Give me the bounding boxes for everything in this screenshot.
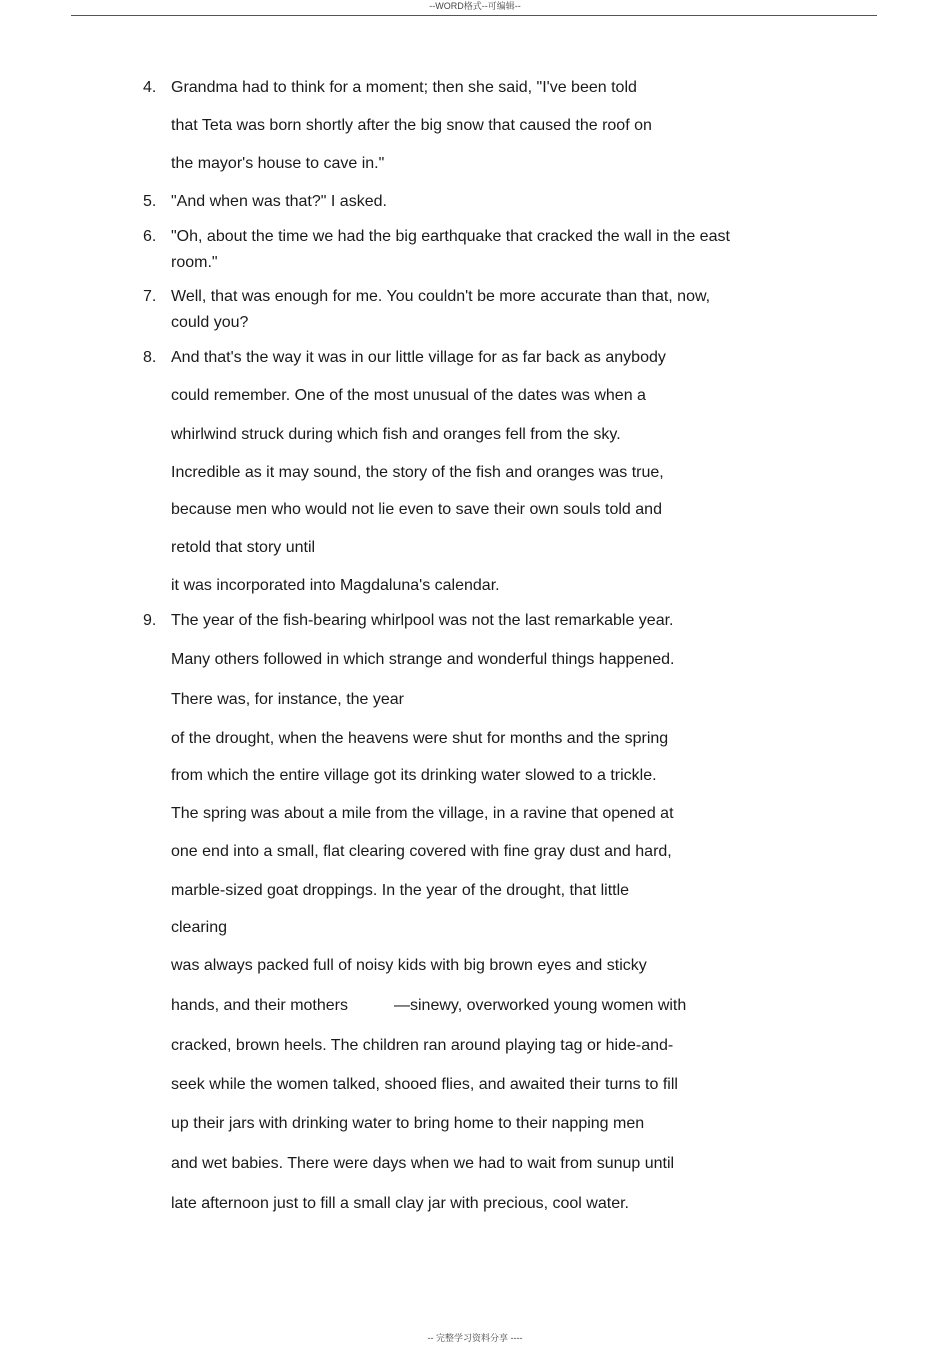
text-line: clearing bbox=[171, 919, 228, 936]
item-number: 9. bbox=[143, 612, 157, 629]
text-line: The spring was about a mile from the village, in a ravine that opened at bbox=[171, 805, 674, 822]
text-fragment: —sinewy, overworked young women with bbox=[394, 997, 687, 1014]
text-line: Well, that was enough for me. You couldn't be more accurate than that, now, bbox=[171, 288, 711, 305]
item-number: 5. bbox=[143, 193, 157, 210]
text-line: There was, for instance, the year bbox=[171, 691, 404, 708]
text-line: Incredible as it may sound, the story of the fish and oranges was true, bbox=[171, 464, 664, 481]
text-line: because men who would not lie even to save their own souls told and bbox=[171, 501, 662, 518]
text-line: and wet babies. There were days when we had to wait from sunup until bbox=[171, 1155, 675, 1172]
text-line: cracked, brown heels. The children ran around playing tag or hide-and- bbox=[171, 1037, 674, 1054]
text-line: whirlwind struck during which fish and oranges fell from the sky. bbox=[171, 426, 621, 443]
text-line: late afternoon just to fill a small clay jar with precious, cool water. bbox=[171, 1195, 629, 1212]
text-line: the mayor's house to cave in." bbox=[171, 155, 385, 172]
text-line bbox=[171, 996, 686, 1016]
page-header-label: --WORD格式--可编辑-- bbox=[429, 1, 521, 11]
text-line: retold that story until bbox=[171, 539, 316, 556]
text-fragment: hands, and their mothers bbox=[171, 997, 348, 1014]
header-divider bbox=[71, 15, 877, 16]
text-line: of the drought, when the heavens were shut for months and the spring bbox=[171, 730, 669, 747]
text-line: "And when was that?" I asked. bbox=[171, 193, 387, 210]
text-line: up their jars with drinking water to bring home to their napping men bbox=[171, 1115, 645, 1132]
text-line: room." bbox=[171, 254, 218, 271]
text-line: one end into a small, flat clearing covered with fine gray dust and hard, bbox=[171, 843, 672, 860]
text-line: that Teta was born shortly after the big snow that caused the roof on bbox=[171, 117, 652, 134]
text-line: was always packed full of noisy kids with big brown eyes and sticky bbox=[171, 957, 647, 974]
text-line: marble-sized goat droppings. In the year of the drought, that little bbox=[171, 882, 630, 899]
text-line: And that's the way it was in our little village for as far back as anybody bbox=[171, 349, 666, 366]
text-line: Grandma had to think for a moment; then she said, "I've been told bbox=[171, 79, 637, 96]
text-line: Many others followed in which strange and wonderful things happened. bbox=[171, 651, 675, 668]
item-number: 8. bbox=[143, 349, 157, 366]
item-number: 7. bbox=[143, 288, 157, 305]
item-number: 4. bbox=[143, 79, 157, 96]
text-line: from which the entire village got its drinking water slowed to a trickle. bbox=[171, 767, 657, 784]
text-line: could you? bbox=[171, 314, 249, 331]
page-footer-label: -- 完整学习资料分享 ---- bbox=[427, 1333, 523, 1343]
item-number: 6. bbox=[143, 228, 157, 245]
text-line: seek while the women talked, shooed flies, and awaited their turns to fill bbox=[171, 1076, 678, 1093]
text-line: could remember. One of the most unusual of the dates was when a bbox=[171, 387, 646, 404]
text-line: The year of the fish-bearing whirlpool was not the last remarkable year. bbox=[171, 612, 674, 629]
text-line: it was incorporated into Magdaluna's calendar. bbox=[171, 577, 500, 594]
text-line: "Oh, about the time we had the big earthquake that cracked the wall in the east bbox=[171, 228, 730, 245]
